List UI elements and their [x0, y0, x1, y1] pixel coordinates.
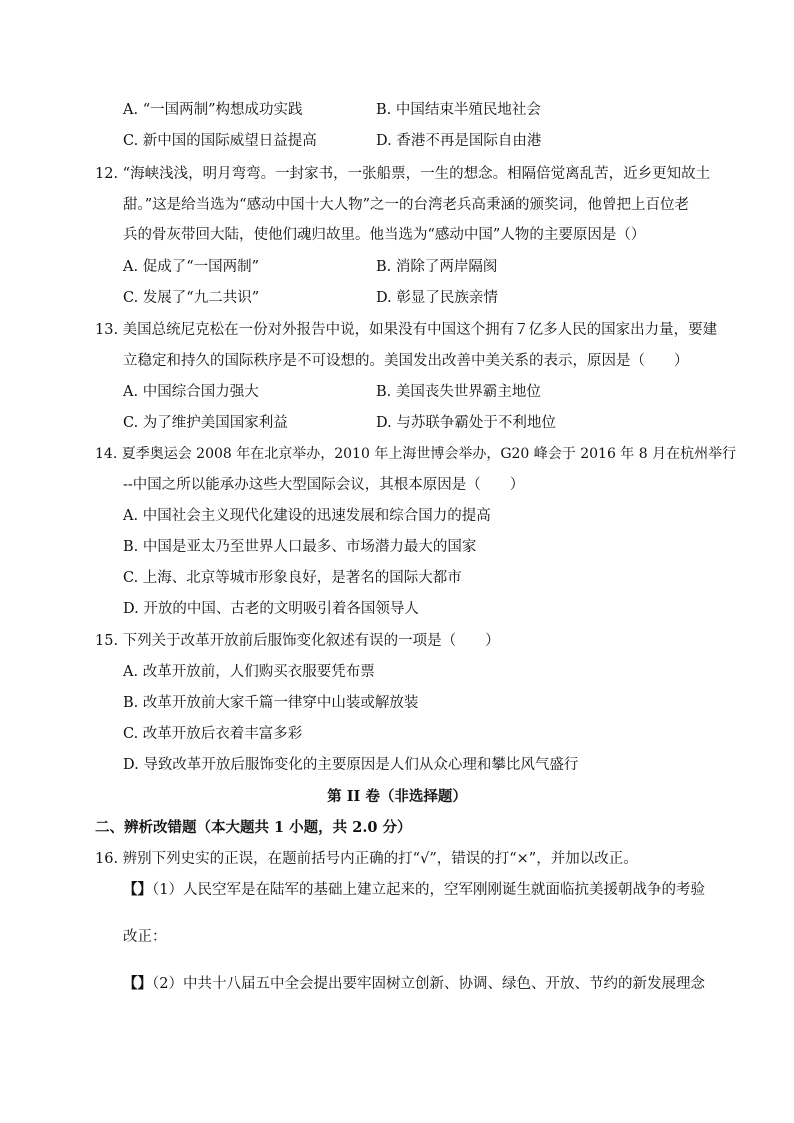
q12-stem-line3: 兵的骨灰带回大陆，使他们魂归故里。他当选为“感动中国”人物的主要原因是（） — [123, 227, 646, 243]
q14-stem-line2: --中国之所以能承办这些大型国际会议，其根本原因是（ ） — [123, 477, 525, 493]
q12-option-d: D. 彰显了民族亲情 — [376, 290, 498, 306]
q16-item2 — [123, 974, 705, 994]
q16-item1 — [123, 880, 705, 900]
q14-option-d: D. 开放的中国、古老的文明吸引着各国领导人 — [123, 601, 419, 617]
q11-option-c: C. 新中国的国际威望日益提高 — [123, 133, 317, 149]
q11-option-d: D. 香港不再是国际自由港 — [376, 133, 542, 149]
q16-item2-text: （2）中共十八届五中全会提出要牢固树立创新、协调、绿色、开放、节约的新发展理念 — [152, 976, 705, 992]
q12-stem-line1: 12. “海峡浅浅，明月弯弯。一封家书，一张船票，一生的想念。相隔倍觉离乱苦，近乡更知故土 — [95, 166, 711, 182]
q12-option-a: A. 促成了“一国两制” — [123, 259, 260, 275]
q16-item1-text: （1）人民空军是在陆军的基础上建立起来的，空军刚刚诞生就面临抗美援朝战争的考验 — [152, 882, 705, 898]
part2-title: 第 II 卷（非选择题） — [327, 788, 467, 805]
q13-option-a: A. 中国综合国力强大 — [123, 384, 259, 400]
q15-option-c: C. 改革开放后衣着丰富多彩 — [123, 726, 303, 742]
q14-option-a: A. 中国社会主义现代化建设的迅速发展和综合国力的提高 — [123, 508, 491, 524]
q13-option-d: D. 与苏联争霸处于不利地位 — [376, 415, 556, 431]
q11-option-a: A. “一国两制”构想成功实践 — [123, 102, 303, 118]
q13-option-b: B. 美国丧失世界霸主地位 — [376, 384, 541, 400]
q16-stem: 16. 辨别下列史实的正误，在题前括号内正确的打“√”，错误的打“×”，并加以改正。 — [95, 851, 638, 867]
q14-option-c: C. 上海、北京等城市形象良好，是著名的国际大都市 — [123, 570, 462, 586]
q11-option-b: B. 中国结束半殖民地社会 — [376, 102, 541, 118]
q13-stem-line2: 立稳定和持久的国际秩序是不可设想的。美国发出改善中美关系的表示，原因是（ ） — [123, 353, 689, 369]
q15-option-a: A. 改革开放前，人们购买衣服要凭布票 — [123, 664, 375, 680]
q12-option-c: C. 发展了“九二共识” — [123, 290, 260, 306]
q16-item1-answer-bracket[interactable]: 【】 — [123, 881, 152, 898]
q16-correction-label: 改正： — [123, 929, 167, 945]
q13-option-c: C. 为了维护美国国家利益 — [123, 415, 288, 431]
q14-stem-line1: 14. 夏季奥运会 2008 年在北京举办，2010 年上海世博会举办，G20 峰会于 2016 年 8 月在杭州举行 — [95, 446, 737, 462]
q12-stem-line2: 甜。”这是给当选为“感动中国十大人物”之一的台湾老兵高秉涵的颁奖词，他曾把上百位老 — [123, 197, 689, 213]
section2-heading: 二、辨析改错题（本大题共 1 小题，共 2.0 分） — [95, 819, 412, 836]
q15-option-d: D. 导致改革开放后服饰变化的主要原因是人们从众心理和攀比风气盛行 — [123, 757, 579, 773]
q16-item2-answer-bracket[interactable]: 【】 — [123, 975, 152, 992]
q15-stem-line1: 15. 下列关于改革开放前后服饰变化叙述有误的一项是（ ） — [95, 633, 500, 649]
q14-option-b: B. 中国是亚太乃至世界人口最多、市场潜力最大的国家 — [123, 539, 477, 555]
q13-stem-line1: 13. 美国总统尼克松在一份对外报告中说，如果没有中国这个拥有７亿多人民的国家出力量，要建 — [95, 322, 718, 338]
q12-option-b: B. 消除了两岸隔阂 — [376, 259, 498, 275]
q15-option-b: B. 改革开放前大家千篇一律穿中山装或解放装 — [123, 695, 419, 711]
